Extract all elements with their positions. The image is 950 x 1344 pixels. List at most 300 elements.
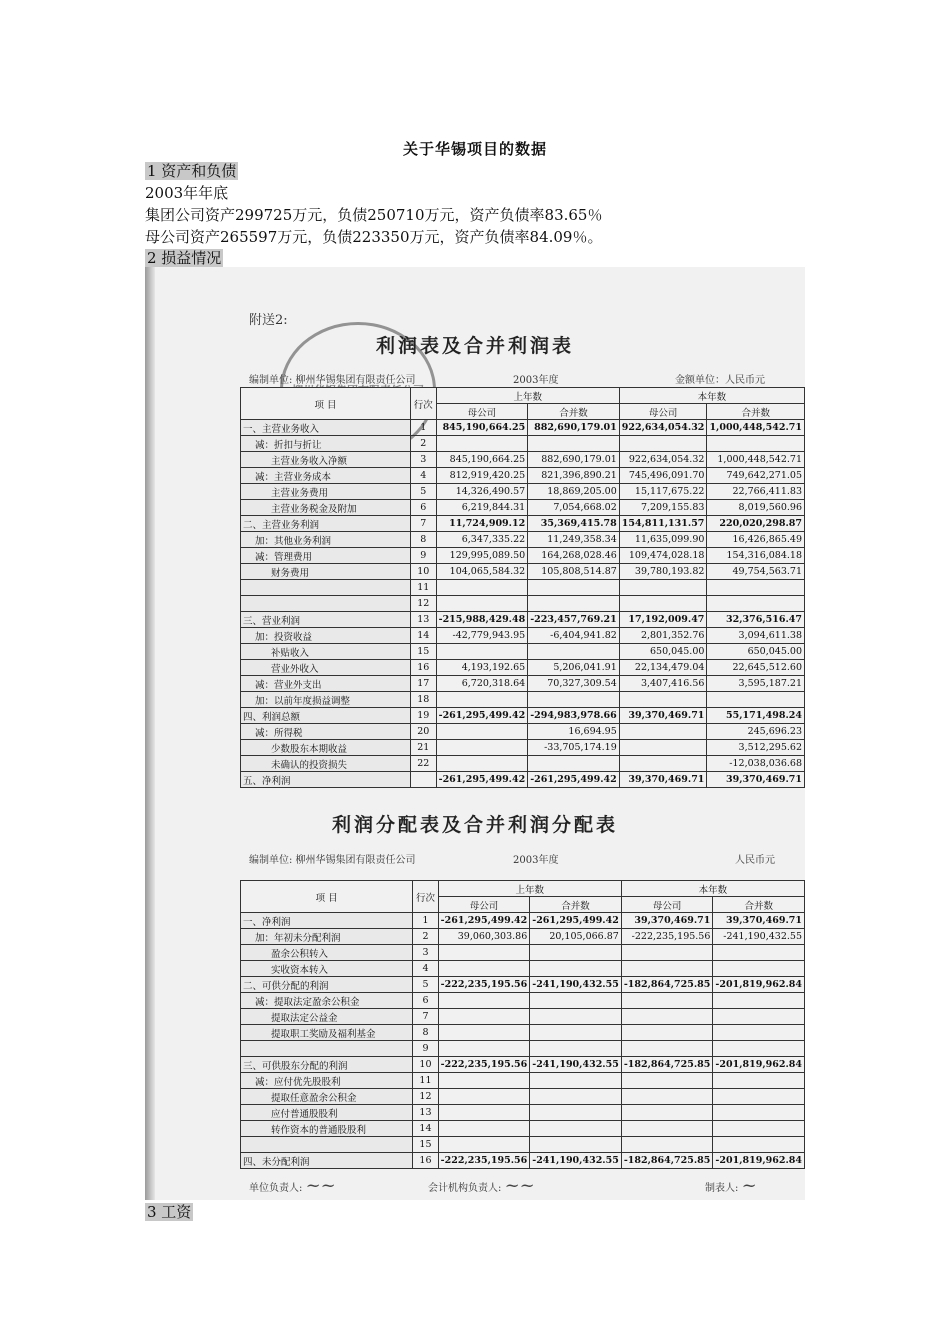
row-no: 13 — [413, 1105, 438, 1121]
row-value: -182,864,725.85 — [621, 977, 713, 993]
row-no: 14 — [410, 628, 436, 644]
row-value — [713, 1089, 805, 1105]
row-no: 10 — [410, 564, 436, 580]
table-row — [241, 628, 805, 644]
row-value: 55,171,498.24 — [707, 708, 805, 724]
row-item: 补贴收入 — [241, 644, 411, 660]
row-value — [707, 692, 805, 708]
section-3-heading: 3 工资 — [147, 1203, 192, 1221]
row-value: -33,705,174.19 — [528, 740, 620, 756]
row-value: -201,819,962.84 — [713, 1057, 805, 1073]
row-value: -42,779,943.95 — [436, 628, 528, 644]
row-value: 49,754,563.71 — [707, 564, 805, 580]
row-value: 70,327,309.54 — [528, 676, 620, 692]
row-value: -241,190,432.55 — [530, 1153, 622, 1169]
row-value: 7,054,668.02 — [528, 500, 620, 516]
row-value: -222,235,195.56 — [438, 1153, 530, 1169]
row-item: 加：年初未分配利润 — [241, 929, 413, 945]
row-value: 845,190,664.25 — [436, 452, 528, 468]
row-value: 17,192,009.47 — [619, 612, 707, 628]
table-row — [241, 756, 805, 772]
table-row — [241, 740, 805, 756]
header-parent: 母公司 — [621, 897, 713, 913]
row-value: -12,038,036.68 — [707, 756, 805, 772]
table-row — [241, 532, 805, 548]
table-row — [241, 1073, 805, 1089]
row-value — [436, 436, 528, 452]
row-value — [530, 1041, 622, 1057]
table-row — [241, 484, 805, 500]
table-row — [241, 1153, 805, 1169]
row-value: -215,988,429.48 — [436, 612, 528, 628]
row-no: 9 — [413, 1041, 438, 1057]
row-value: 6,347,335.22 — [436, 532, 528, 548]
row-no: 10 — [413, 1057, 438, 1073]
row-value — [528, 644, 620, 660]
header-consolidated: 合并数 — [530, 897, 622, 913]
header-consolidated: 合并数 — [707, 404, 805, 420]
row-value: 8,019,560.96 — [707, 500, 805, 516]
row-value — [707, 580, 805, 596]
row-item: 盈余公积转入 — [241, 945, 413, 961]
row-value: 109,474,028.18 — [619, 548, 707, 564]
row-value — [528, 756, 620, 772]
row-value — [436, 596, 528, 612]
row-no: 9 — [410, 548, 436, 564]
row-value: 39,780,193.82 — [619, 564, 707, 580]
row-value: 3,595,187.21 — [707, 676, 805, 692]
row-value: 154,811,131.57 — [619, 516, 707, 532]
row-no: 3 — [410, 452, 436, 468]
document-title: 关于华锡项目的数据 — [402, 140, 547, 158]
row-item — [241, 596, 411, 612]
row-value: -182,864,725.85 — [621, 1153, 713, 1169]
section-1-line-3: 母公司资产265597万元，负债223350万元，资产负债率84.09％。 — [145, 228, 603, 246]
row-value — [621, 1009, 713, 1025]
row-value: 1,000,448,542.71 — [707, 452, 805, 468]
row-value — [619, 596, 707, 612]
row-value: -182,864,725.85 — [621, 1057, 713, 1073]
table-row — [241, 1089, 805, 1105]
header-consolidated: 合并数 — [713, 897, 805, 913]
row-value: 749,642,271.05 — [707, 468, 805, 484]
table-row — [241, 945, 805, 961]
row-value — [530, 961, 622, 977]
row-value: 15,117,675.22 — [619, 484, 707, 500]
row-item — [241, 1137, 413, 1153]
row-no: 8 — [410, 532, 436, 548]
row-value — [530, 945, 622, 961]
row-value — [713, 1073, 805, 1089]
scan-edge-shadow — [145, 267, 155, 1200]
row-value: 3,094,611.38 — [707, 628, 805, 644]
row-value: 11,249,358.34 — [528, 532, 620, 548]
row-no: 15 — [410, 644, 436, 660]
row-value: -222,235,195.56 — [438, 1057, 530, 1073]
row-no: 4 — [410, 468, 436, 484]
row-value — [436, 756, 528, 772]
section-1-line-2: 集团公司资产299725万元，负债250710万元，资产负债率83.65％ — [145, 206, 603, 224]
table-row — [241, 676, 805, 692]
row-item: 一、净利润 — [241, 913, 413, 929]
row-value — [621, 961, 713, 977]
table-row — [241, 660, 805, 676]
profit-unit-label: 编制单位: 柳州华锡集团有限责任公司 — [249, 375, 416, 386]
table-row — [241, 564, 805, 580]
row-value — [438, 1121, 530, 1137]
profit-currency: 金额单位：人民币元 — [675, 375, 765, 386]
row-value: -222,235,195.56 — [621, 929, 713, 945]
header-no: 行次 — [410, 388, 436, 420]
row-value: 812,919,420.25 — [436, 468, 528, 484]
profit-year: 2003年度 — [513, 375, 559, 386]
row-value: 4,193,192.65 — [436, 660, 528, 676]
header-item: 项 目 — [241, 881, 413, 913]
row-value: 6,219,844.31 — [436, 500, 528, 516]
distribution-table-title: 利润分配表及合并利润分配表 — [331, 814, 618, 836]
row-value: 16,426,865.49 — [707, 532, 805, 548]
row-value — [438, 1073, 530, 1089]
row-no: 16 — [410, 660, 436, 676]
row-value: 1,000,448,542.71 — [707, 420, 805, 436]
row-no: 18 — [410, 692, 436, 708]
row-value: 6,720,318.64 — [436, 676, 528, 692]
header-item: 项 目 — [241, 388, 411, 420]
row-no: 19 — [410, 708, 436, 724]
row-value — [707, 596, 805, 612]
row-item: 实收资本转入 — [241, 961, 413, 977]
row-item: 减：应付优先股股利 — [241, 1073, 413, 1089]
section-1-heading: 1 资产和负债 — [147, 162, 237, 180]
handwritten-signature: ~~ — [504, 1175, 535, 1196]
row-value — [619, 692, 707, 708]
row-value: 821,396,890.21 — [528, 468, 620, 484]
table-row — [241, 961, 805, 977]
row-value: 39,370,469.71 — [619, 708, 707, 724]
row-no: 12 — [413, 1089, 438, 1105]
row-value — [619, 756, 707, 772]
unit-head-signature: 单位负责人: ~~ — [249, 1175, 336, 1196]
row-value — [436, 644, 528, 660]
row-no: 5 — [413, 977, 438, 993]
table-row — [241, 580, 805, 596]
row-value: 39,370,469.71 — [707, 772, 805, 788]
table-row — [241, 500, 805, 516]
row-item: 二、可供分配的利润 — [241, 977, 413, 993]
row-no: 1 — [413, 913, 438, 929]
row-item: 加：其他业务利润 — [241, 532, 411, 548]
row-value — [528, 596, 620, 612]
header-this-year: 本年数 — [619, 388, 804, 404]
section-1-line-1: 2003年年底 — [145, 184, 229, 202]
row-value — [528, 692, 620, 708]
table-row — [241, 977, 805, 993]
preparer-signature: 制表人: ~ — [705, 1175, 757, 1196]
distribution-unit-label: 编制单位: 柳州华锡集团有限责任公司 — [249, 855, 416, 866]
table-row — [241, 516, 805, 532]
row-no: 1 — [410, 420, 436, 436]
row-item — [241, 580, 411, 596]
profit-table-title: 利润表及合并利润表 — [375, 335, 574, 357]
row-value: 11,635,099.90 — [619, 532, 707, 548]
row-no: 6 — [410, 500, 436, 516]
row-value: 39,370,469.71 — [621, 913, 713, 929]
row-value — [707, 436, 805, 452]
table-row — [241, 1057, 805, 1073]
row-item: 转作资本的普通股股利 — [241, 1121, 413, 1137]
header-parent: 母公司 — [619, 404, 707, 420]
table-row — [241, 548, 805, 564]
row-value: 14,326,490.57 — [436, 484, 528, 500]
row-value — [713, 1041, 805, 1057]
row-no: 4 — [413, 961, 438, 977]
row-value: 220,020,298.87 — [707, 516, 805, 532]
header-row — [241, 881, 805, 897]
header-no: 行次 — [413, 881, 438, 913]
header-this-year: 本年数 — [621, 881, 804, 897]
row-value — [438, 1009, 530, 1025]
table-row — [241, 1009, 805, 1025]
row-no: 13 — [410, 612, 436, 628]
row-no: 2 — [413, 929, 438, 945]
row-item: 四、未分配利润 — [241, 1153, 413, 1169]
row-item: 未确认的投资损失 — [241, 756, 411, 772]
distribution-year: 2003年度 — [513, 855, 559, 866]
row-value: -6,404,941.82 — [528, 628, 620, 644]
distribution-table — [240, 880, 805, 1169]
row-item: 提取任意盈余公积金 — [241, 1089, 413, 1105]
table-row — [241, 452, 805, 468]
row-item: 减：管理费用 — [241, 548, 411, 564]
row-item: 应付普通股股利 — [241, 1105, 413, 1121]
row-no: 6 — [413, 993, 438, 1009]
row-value: 22,645,512.60 — [707, 660, 805, 676]
row-item: 减：主营业务成本 — [241, 468, 411, 484]
table-row — [241, 1137, 805, 1153]
row-item: 减：提取法定盈余公积金 — [241, 993, 413, 1009]
row-value — [438, 1089, 530, 1105]
table-row — [241, 436, 805, 452]
row-value — [619, 740, 707, 756]
row-value — [438, 993, 530, 1009]
row-no: 16 — [413, 1153, 438, 1169]
row-item: 二、主营业务利润 — [241, 516, 411, 532]
table-row — [241, 420, 805, 436]
row-no: 3 — [413, 945, 438, 961]
row-value: 7,209,155.83 — [619, 500, 707, 516]
row-value: 5,206,041.91 — [528, 660, 620, 676]
row-item: 加：以前年度损益调整 — [241, 692, 411, 708]
table-row — [241, 708, 805, 724]
header-row — [241, 388, 805, 404]
row-value: -201,819,962.84 — [713, 977, 805, 993]
row-value: 882,690,179.01 — [528, 420, 620, 436]
row-item: 营业外收入 — [241, 660, 411, 676]
row-item: 减：折扣与折让 — [241, 436, 411, 452]
row-item: 三、营业利润 — [241, 612, 411, 628]
row-value — [619, 436, 707, 452]
row-item: 减：营业外支出 — [241, 676, 411, 692]
row-value: 104,065,584.32 — [436, 564, 528, 580]
row-value: 129,995,089.50 — [436, 548, 528, 564]
row-value: 39,060,303.86 — [438, 929, 530, 945]
row-value: 11,724,909.12 — [436, 516, 528, 532]
row-value: 922,634,054.32 — [619, 452, 707, 468]
row-no: 17 — [410, 676, 436, 692]
row-value: -241,190,432.55 — [530, 977, 622, 993]
row-item: 四、利润总额 — [241, 708, 411, 724]
row-value: 20,105,066.87 — [530, 929, 622, 945]
row-value — [530, 1089, 622, 1105]
row-value: 245,696.23 — [707, 724, 805, 740]
table-row — [241, 1041, 805, 1057]
row-value — [621, 1089, 713, 1105]
table-row — [241, 644, 805, 660]
row-value — [530, 993, 622, 1009]
row-value: -222,235,195.56 — [438, 977, 530, 993]
table-row — [241, 468, 805, 484]
handwritten-signature: ~ — [741, 1175, 757, 1196]
row-value: 32,376,516.47 — [707, 612, 805, 628]
row-value — [530, 1105, 622, 1121]
row-value — [621, 1025, 713, 1041]
row-value — [438, 1025, 530, 1041]
row-value — [530, 1121, 622, 1137]
row-value: 3,512,295.62 — [707, 740, 805, 756]
row-value — [713, 1105, 805, 1121]
row-value — [530, 1073, 622, 1089]
header-parent: 母公司 — [436, 404, 528, 420]
table-row — [241, 1025, 805, 1041]
row-value: 650,045.00 — [707, 644, 805, 660]
row-value: -241,190,432.55 — [713, 929, 805, 945]
table-row — [241, 1105, 805, 1121]
row-value: 882,690,179.01 — [528, 452, 620, 468]
row-no: 22 — [410, 756, 436, 772]
distribution-currency: 人民币元 — [735, 855, 775, 866]
row-value — [438, 1041, 530, 1057]
row-item: 提取职工奖励及福利基金 — [241, 1025, 413, 1041]
table-row — [241, 724, 805, 740]
row-value: 154,316,084.18 — [707, 548, 805, 564]
row-value: 22,134,479.04 — [619, 660, 707, 676]
row-item: 主营业务税金及附加 — [241, 500, 411, 516]
row-value — [438, 1105, 530, 1121]
row-value: -261,295,499.42 — [438, 913, 530, 929]
header-last-year: 上年数 — [436, 388, 619, 404]
row-item: 减：所得税 — [241, 724, 411, 740]
row-item: 少数股东本期收益 — [241, 740, 411, 756]
row-no: 12 — [410, 596, 436, 612]
profit-table — [240, 387, 805, 788]
row-value: 35,369,415.78 — [528, 516, 620, 532]
row-value: 745,496,091.70 — [619, 468, 707, 484]
row-value: -294,983,978.66 — [528, 708, 620, 724]
table-row — [241, 913, 805, 929]
row-item — [241, 1041, 413, 1057]
row-value — [713, 1137, 805, 1153]
table-row — [241, 692, 805, 708]
row-value — [438, 961, 530, 977]
row-value — [528, 436, 620, 452]
row-value: 650,045.00 — [619, 644, 707, 660]
row-value — [621, 993, 713, 1009]
header-last-year: 上年数 — [438, 881, 621, 897]
row-value — [713, 945, 805, 961]
row-value — [621, 1137, 713, 1153]
row-value: -201,819,962.84 — [713, 1153, 805, 1169]
row-value: 39,370,469.71 — [619, 772, 707, 788]
table-row — [241, 1121, 805, 1137]
row-value — [528, 580, 620, 596]
row-value: -241,190,432.55 — [530, 1057, 622, 1073]
row-value — [436, 740, 528, 756]
row-no: 2 — [410, 436, 436, 452]
row-item: 主营业务费用 — [241, 484, 411, 500]
row-value — [438, 945, 530, 961]
row-value: 39,370,469.71 — [713, 913, 805, 929]
table-row — [241, 772, 805, 788]
row-value — [621, 945, 713, 961]
handwritten-signature: ~~ — [305, 1175, 336, 1196]
row-value — [438, 1137, 530, 1153]
row-value: -223,457,769.21 — [528, 612, 620, 628]
row-value — [619, 724, 707, 740]
row-value: -261,295,499.42 — [530, 913, 622, 929]
row-value — [621, 1121, 713, 1137]
row-no: 8 — [413, 1025, 438, 1041]
row-value — [619, 580, 707, 596]
table-row — [241, 596, 805, 612]
row-value — [530, 1025, 622, 1041]
row-value: 16,694.95 — [528, 724, 620, 740]
annex-label: 附送2: — [249, 313, 288, 328]
row-value: 2,801,352.76 — [619, 628, 707, 644]
accounting-head-signature: 会计机构负责人: ~~ — [428, 1175, 535, 1196]
row-value — [713, 1025, 805, 1041]
row-no: 11 — [410, 580, 436, 596]
row-no: 21 — [410, 740, 436, 756]
row-no: 7 — [413, 1009, 438, 1025]
row-value: -261,295,499.42 — [436, 708, 528, 724]
scanned-financial-statements — [145, 267, 805, 1200]
row-value — [713, 1121, 805, 1137]
row-no — [410, 772, 436, 788]
row-value — [436, 724, 528, 740]
row-value: 18,869,205.00 — [528, 484, 620, 500]
row-value — [621, 1073, 713, 1089]
row-item: 五、净利润 — [241, 772, 411, 788]
row-no: 11 — [413, 1073, 438, 1089]
row-item: 提取法定公益金 — [241, 1009, 413, 1025]
row-value — [621, 1041, 713, 1057]
header-consolidated: 合并数 — [528, 404, 620, 420]
row-no: 15 — [413, 1137, 438, 1153]
row-value — [621, 1105, 713, 1121]
row-value — [436, 692, 528, 708]
row-value: 3,407,416.56 — [619, 676, 707, 692]
table-row — [241, 993, 805, 1009]
row-no: 14 — [413, 1121, 438, 1137]
row-value — [530, 1137, 622, 1153]
row-value — [713, 993, 805, 1009]
row-value: 845,190,664.25 — [436, 420, 528, 436]
section-2-heading: 2 损益情况 — [147, 249, 222, 267]
row-value — [436, 580, 528, 596]
header-parent: 母公司 — [438, 897, 530, 913]
row-value — [713, 1009, 805, 1025]
row-item: 三、可供股东分配的利润 — [241, 1057, 413, 1073]
